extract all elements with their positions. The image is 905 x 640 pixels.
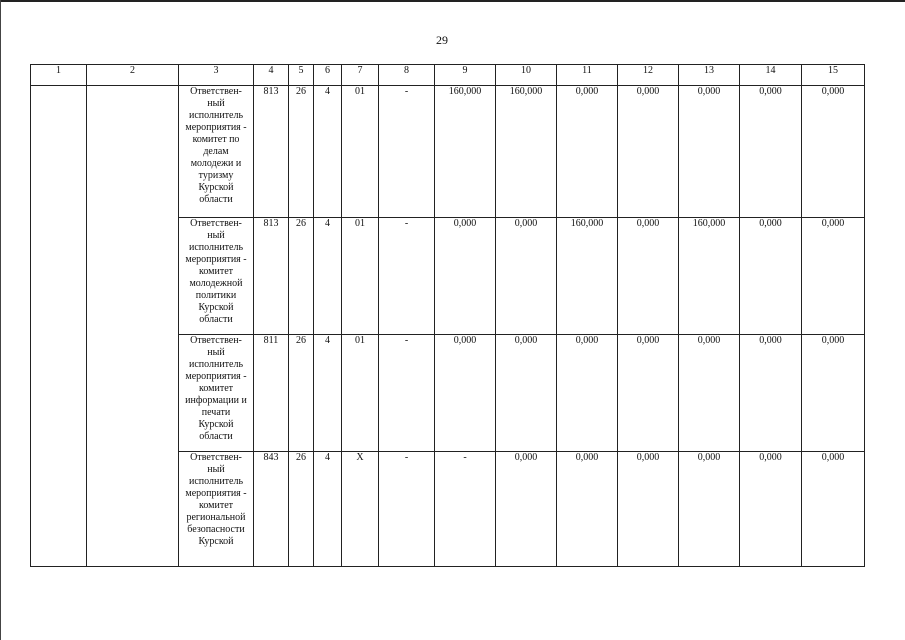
- description-line: ный: [207, 464, 225, 475]
- description-line: ный: [207, 347, 225, 358]
- description-line: Ответствен-: [190, 218, 242, 229]
- cell-c15: 0,000: [802, 218, 865, 335]
- description-line: молодежной: [189, 278, 243, 289]
- description-line: ный: [207, 230, 225, 241]
- cell-c5: 26: [289, 335, 314, 452]
- cell-c7: 01: [342, 86, 379, 218]
- cell-c6: 4: [314, 218, 342, 335]
- description-line: области: [199, 314, 233, 325]
- cell-c9: 0,000: [435, 218, 496, 335]
- column-header: 14: [740, 65, 802, 86]
- page-number: 29: [436, 33, 448, 47]
- description-line: молодежи и: [190, 158, 242, 169]
- cell-c14: 0,000: [740, 218, 802, 335]
- description-line: региональной: [186, 512, 246, 523]
- description-line: мероприятия -: [185, 254, 247, 265]
- cell-c14: 0,000: [740, 452, 802, 567]
- description-line: мероприятия -: [185, 371, 247, 382]
- column-header: 5: [289, 65, 314, 86]
- description-line: комитет: [198, 500, 234, 511]
- column-2-cell: [87, 86, 179, 567]
- cell-c4: 813: [254, 218, 289, 335]
- description-line: туризму: [198, 170, 234, 181]
- responsible-executor-cell: [179, 86, 254, 218]
- description-line: исполнитель: [188, 110, 244, 121]
- cell-c7: X: [342, 452, 379, 567]
- column-header: 6: [314, 65, 342, 86]
- description-line: области: [199, 194, 233, 205]
- description-line: исполнитель: [188, 242, 244, 253]
- cell-c13: 0,000: [679, 86, 740, 218]
- cell-c13: 0,000: [679, 452, 740, 567]
- description-line: Курской: [198, 182, 234, 193]
- cell-c11: 0,000: [557, 86, 618, 218]
- description-line: Ответствен-: [190, 86, 242, 97]
- cell-c15: 0,000: [802, 86, 865, 218]
- description-line: Ответствен-: [190, 452, 242, 463]
- column-header: 9: [435, 65, 496, 86]
- column-header: 13: [679, 65, 740, 86]
- description-line: мероприятия -: [185, 488, 247, 499]
- cell-c14: 0,000: [740, 335, 802, 452]
- cell-c10: 0,000: [496, 335, 557, 452]
- column-header: 4: [254, 65, 289, 86]
- column-header: 15: [802, 65, 865, 86]
- cell-c10: 0,000: [496, 218, 557, 335]
- column-header: 3: [179, 65, 254, 86]
- description-line: печати: [201, 407, 231, 418]
- description-line: Курской: [198, 419, 234, 430]
- description-line: политики: [195, 290, 237, 301]
- cell-c14: 0,000: [740, 86, 802, 218]
- cell-c9: -: [435, 452, 496, 567]
- column-header: 8: [379, 65, 435, 86]
- cell-c11: 0,000: [557, 452, 618, 567]
- cell-c8: -: [379, 452, 435, 567]
- description-line: области: [199, 431, 233, 442]
- cell-c12: 0,000: [618, 218, 679, 335]
- budget-table: [30, 64, 865, 567]
- description-line: делам: [203, 146, 229, 157]
- description-line: исполнитель: [188, 476, 244, 487]
- cell-c9: 0,000: [435, 335, 496, 452]
- column-header: 12: [618, 65, 679, 86]
- cell-c5: 26: [289, 218, 314, 335]
- cell-c15: 0,000: [802, 452, 865, 567]
- cell-c13: 160,000: [679, 218, 740, 335]
- cell-c6: 4: [314, 335, 342, 452]
- header-row: [31, 65, 865, 86]
- table-row: [31, 86, 865, 218]
- cell-c8: -: [379, 86, 435, 218]
- cell-c13: 0,000: [679, 335, 740, 452]
- cell-c5: 26: [289, 86, 314, 218]
- description-line: безопасности: [187, 524, 245, 535]
- cell-c8: -: [379, 335, 435, 452]
- cell-c8: -: [379, 218, 435, 335]
- cell-c4: 813: [254, 86, 289, 218]
- column-header: 7: [342, 65, 379, 86]
- cell-c7: 01: [342, 335, 379, 452]
- cell-c11: 160,000: [557, 218, 618, 335]
- cell-c12: 0,000: [618, 452, 679, 567]
- column-header: 10: [496, 65, 557, 86]
- cell-c4: 811: [254, 335, 289, 452]
- description-line: Курской: [198, 536, 234, 547]
- cell-c12: 0,000: [618, 86, 679, 218]
- description-line: ный: [207, 98, 225, 109]
- responsible-executor-cell: [179, 335, 254, 452]
- cell-c12: 0,000: [618, 335, 679, 452]
- column-1-cell: [31, 86, 87, 567]
- description-line: Ответствен-: [190, 335, 242, 346]
- cell-c6: 4: [314, 86, 342, 218]
- cell-c4: 843: [254, 452, 289, 567]
- cell-c7: 01: [342, 218, 379, 335]
- cell-c15: 0,000: [802, 335, 865, 452]
- description-line: комитет: [198, 383, 234, 394]
- description-line: мероприятия -: [185, 122, 247, 133]
- column-header: 1: [31, 65, 87, 86]
- description-line: комитет: [198, 266, 234, 277]
- cell-c11: 0,000: [557, 335, 618, 452]
- cell-c9: 160,000: [435, 86, 496, 218]
- cell-c6: 4: [314, 452, 342, 567]
- cell-c10: 0,000: [496, 452, 557, 567]
- description-line: информации и: [185, 395, 247, 406]
- scan-top-edge: [0, 0, 905, 2]
- column-header: 2: [87, 65, 179, 86]
- scan-left-edge: [0, 0, 1, 640]
- description-line: исполнитель: [188, 359, 244, 370]
- description-line: комитет по: [192, 134, 240, 145]
- cell-c5: 26: [289, 452, 314, 567]
- description-line: Курской: [198, 302, 234, 313]
- column-header: 11: [557, 65, 618, 86]
- responsible-executor-cell: [179, 218, 254, 335]
- cell-c10: 160,000: [496, 86, 557, 218]
- responsible-executor-cell: [179, 452, 254, 567]
